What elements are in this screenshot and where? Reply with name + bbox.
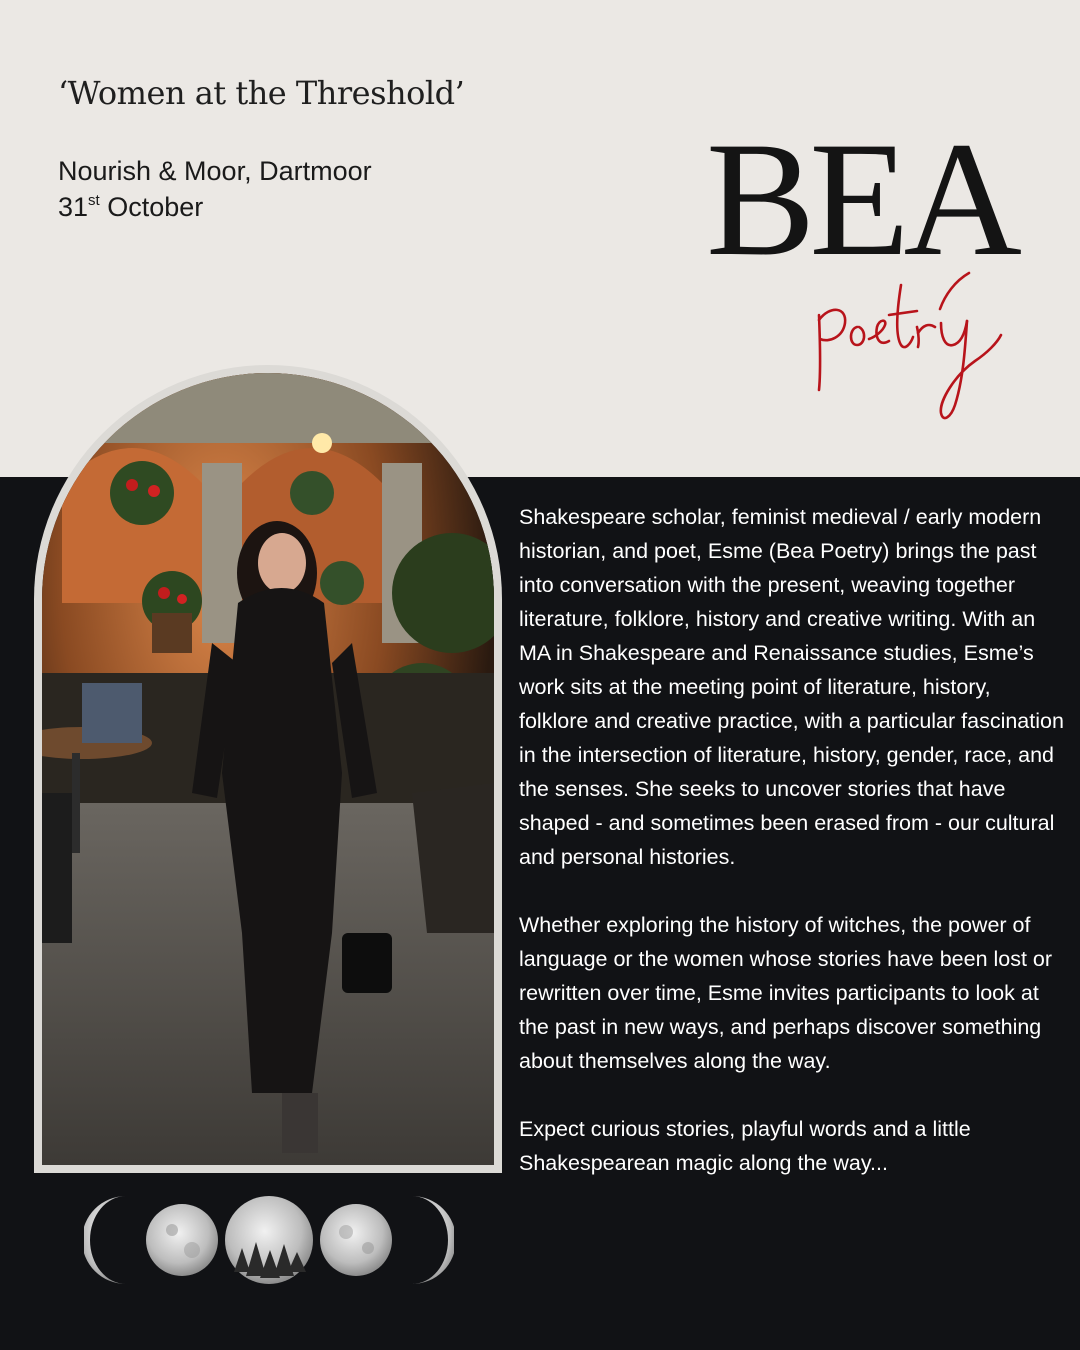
event-venue: Nourish & Moor, Dartmoor [58,156,372,186]
date-day: 31 [58,192,89,222]
date-suffix: st [88,192,100,209]
event-date [58,192,203,223]
bio-paragraph-3: Expect curious stories, playful words and a little Shakespearean magic along the way... [519,1117,971,1175]
date-month: October [107,192,204,222]
bio-text [519,500,1064,1180]
bio-paragraph-1: Shakespeare scholar, feminist medieval / early modern historian, and poet, Esme (Bea Poetry) brings the past into conversation with the present, weaving together literature, folklore, history and creative writing. With an MA in Shakespeare and Renaissance studies, Esme’s work sits at the meeting point of literature, history, folklore and creative practice, with a particular fascination in the intersection of literature, history, gender, race, and the senses. She seeks to uncover stories that have shaped - and sometimes been erased from - our cultural and personal histories. [519,505,1064,869]
event-title: ‘Women at the Threshold’ [58,74,465,112]
portrait-photo [42,373,494,1165]
brand-logo: BEA [706,109,1016,290]
moon-phases-icon [84,1190,454,1290]
script-logotype [805,265,1015,435]
bio-paragraph-2: Whether exploring the history of witches, the power of language or the women whose stories have been lost or rewritten over time, Esme invites participants to look at the past in new ways, and perhaps discover something about themselves along the way. [519,913,1053,1073]
